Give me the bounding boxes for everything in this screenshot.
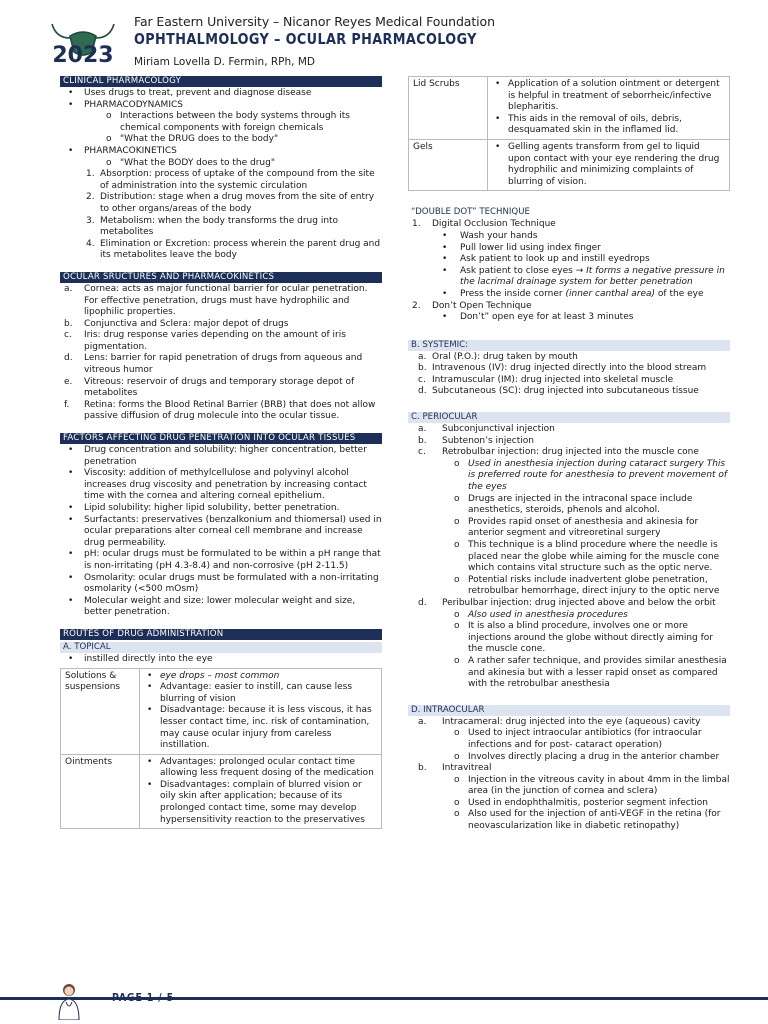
- list-item: o Provides rapid onset of anesthesia and akinesia for anterior segment and vitreoretinal surgery: [454, 516, 699, 539]
- subsection-intraocular: D. INTRAOCULAR: [408, 705, 730, 716]
- table-row: [61, 754, 382, 829]
- list-item: • PHARMACOKINETICS: [68, 145, 177, 156]
- list-item: o Used to inject intraocular antibiotics (for intraocular infections and for post- cataract operation): [454, 728, 702, 750]
- section-clinical-pharmacology: CLINICAL PHARMACOLOGY: [60, 76, 382, 87]
- list-item: • Ask patient to look up and instill eyedrops: [442, 254, 650, 265]
- list-item: d. Peribulbar injection: drug injected above and below the orbit: [418, 597, 716, 608]
- list-item: e. Vitreous: reservoir of drugs and temporary storage depot of metabolites: [64, 376, 355, 399]
- list-item: 3. Metabolism: when the body transforms the drug into metabolites: [86, 215, 339, 238]
- list-item: o Injection in the vitreous cavity in about 4mm in the limbal area (in the junction of cornea and sclera): [454, 774, 730, 797]
- list-item: • Osmolarity: ocular drugs must be formulated with a non-irritating osmolarity (<500 mOsm): [68, 572, 379, 595]
- list-item: o A rather safer technique, and provides similar anesthesia and akinesia but with a lesser rapid onset as compared with the retrobulbar anesthesia: [454, 655, 727, 690]
- logo-year: 2023: [52, 43, 114, 68]
- topical-table-2: [408, 76, 730, 191]
- list-item: 2. Don’t Open Technique: [412, 300, 532, 311]
- list-item: • Ask patient to close eyes → It forms a negative pressure in the lacrimal drainage system for better penetration: [442, 265, 725, 288]
- table-cell: Solutions & suspensions: [61, 668, 140, 754]
- list-item: o Interactions between the body systems through its chemical components with foreign chemicals: [106, 111, 350, 133]
- table-cell: • Advantages: prolonged ocular contact time allowing less frequent dosing of the medication • Disadvantages: complain of blurred vision or oily skin after application; because of its prolonged contact time, some may develop hypersensitivity reaction to the preservatives: [140, 754, 382, 829]
- section-routes: ROUTES OF DRUG ADMINISTRATION: [60, 629, 382, 640]
- list-item: • Press the inside corner (inner canthal area) of the eye: [442, 288, 704, 299]
- list-item: 1. Absorption: process of uptake of the compound from the site of administration into the systemic circulation: [86, 169, 375, 191]
- list-item: b. Intravenous (IV): drug injected directly into the blood stream: [418, 363, 707, 374]
- list-item: c. Iris: drug response varies depending on the amount of iris pigmentation.: [64, 330, 346, 352]
- list-item: • instilled directly into the eye: [68, 653, 213, 664]
- table-cell: • Application of a solution ointment or detergent is helpful in treatment of seborrheic/infective blepharitis. • This aids in the removal of oils, debris, desquamated skin in the inflamed lid.: [488, 77, 730, 140]
- list-item: o Also used for the injection of anti-VEGF in the retina (for neovascularization like in diabetic retinopathy): [454, 809, 721, 832]
- list-item: o "What the BODY does to the drug": [106, 157, 275, 168]
- list-item: o Drugs are injected in the intraconal space include anesthetics, steroids, phenols and alcohol.: [454, 493, 693, 516]
- list-item: o This technique is a blind procedure where the needle is placed near the globe while aiming for the muscle cone which contains vital structure such as the optic nerve.: [454, 540, 720, 574]
- table-cell: Ointments: [61, 754, 140, 829]
- topical-table-1: [60, 668, 382, 830]
- list-item: o It is also a blind procedure, involves one or more injections around the globe without directly aiming for the muscle cone.: [454, 621, 713, 655]
- list-item: o Potential risks include inadvertent globe penetration, retrobulbar hemorrhage, direct injury to the optic nerve: [454, 574, 720, 597]
- yearbook-logo: [46, 18, 120, 68]
- university-name: Far Eastern University – Nicanor Reyes Medical Foundation: [134, 14, 495, 29]
- section-ocular-structures: OCULAR SRUCTURES AND PHARMACOKINETICS: [60, 272, 382, 283]
- list-item: d. Subcutaneous (SC): drug injected into subcutaneous tissue: [418, 386, 699, 397]
- list-item: c. Retrobulbar injection: drug injected into the muscle cone: [418, 447, 699, 458]
- list-item: • Uses drugs to treat, prevent and diagnose disease: [68, 88, 312, 98]
- list-item: • Molecular weight and size: lower molecular weight and size, better penetration.: [68, 595, 356, 618]
- list-item: b. Subtenon’s injection: [418, 435, 534, 446]
- subsection-topical: A. TOPICAL: [60, 642, 382, 653]
- list-item: a. Intracameral: drug injected into the eye (aqueous) cavity: [418, 716, 701, 727]
- list-item: o Used in anesthesia injection during cataract surgery This is preferred route for anesthesia to prevent movement of the eyes: [454, 458, 728, 493]
- list-item: 2. Distribution: stage when a drug moves from the site of entry to other organs/areas of the body: [86, 192, 375, 214]
- list-item: o Used in endophthalmitis, posterior segment infection: [454, 797, 708, 808]
- list-item: d. Lens: barrier for rapid penetration of drugs from aqueous and vitreous humor: [64, 353, 363, 376]
- list-item: • pH: ocular drugs must be formulated to be within a pH range that is non-irritating (pH 4.3-8.4) and non-corrosive (pH 2-11.5): [68, 549, 381, 571]
- list-item: • Don’t” open eye for at least 3 minutes: [442, 312, 634, 323]
- table-cell: Gels: [409, 139, 488, 190]
- table-row: [409, 139, 730, 190]
- section-factors: FACTORS AFFECTING DRUG PENETRATION INTO OCULAR TISSUES: [60, 433, 382, 444]
- list-item: • PHARMACODYNAMICS: [68, 99, 183, 110]
- list-item: o Involves directly placing a drug in the anterior chamber: [454, 751, 720, 762]
- list-item: a. Oral (P.O.): drug taken by mouth: [418, 351, 578, 362]
- left-column: [60, 76, 382, 829]
- subsection-systemic: B. SYSTEMIC:: [408, 340, 730, 351]
- subsection-double-dot: “DOUBLE DOT” TECHNIQUE: [411, 207, 530, 218]
- list-item: 4. Elimination or Excretion: process wherein the parent drug and its metabolites leave the body: [86, 238, 381, 261]
- list-item: b. Intravitreal: [418, 763, 492, 774]
- author-name: Miriam Lovella D. Fermin, RPh, MD: [134, 56, 315, 68]
- list-item: 1. Digital Occlusion Technique: [412, 219, 556, 230]
- list-item: o "What the DRUG does to the body": [106, 134, 279, 145]
- table-row: [61, 668, 382, 754]
- subsection-periocular: C. PERIOCULAR: [408, 412, 730, 423]
- list-item: f. Retina: forms the Blood Retinal Barrier (BRB) that does not allow passive diffusion of drug molecule into the ocular tissue.: [64, 399, 376, 422]
- list-item: • Pull lower lid using index finger: [442, 242, 601, 253]
- table-cell: • Gelling agents transform from gel to liquid upon contact with your eye rendering the drug hydrophilic and minimizing complaints of blurring of vision.: [488, 139, 730, 190]
- table-cell: • eye drops – most common • Advantage: easier to instill, can cause less blurring of vision • Disadvantage: because it is less viscous, it has lesser contact time, inc. risk of contamination, may cause ocular injury from careless instillation.: [140, 668, 382, 754]
- list-item: • Viscosity: addition of methylcellulose and polyvinyl alcohol increases drug viscosity and penetration by increasing contact time with the cornea and altering corneal epithelium.: [68, 468, 367, 502]
- page-number: PAGE 1 / 5: [112, 991, 174, 1004]
- list-item: a. Cornea: acts as major functional barrier for ocular penetration. For effective penetration, drugs must have hydrophilic and lipophilic properties.: [64, 283, 368, 318]
- list-item: • Drug concentration and solubility: higher concentration, better penetration: [68, 445, 367, 467]
- list-item: b. Conjunctiva and Sclera: major depot of drugs: [64, 318, 289, 329]
- list-item: a. Subconjunctival injection: [418, 424, 555, 435]
- table-row: [409, 77, 730, 140]
- table-cell: Lid Scrubs: [409, 77, 488, 140]
- right-column: [408, 76, 730, 833]
- page-title: OPHTHALMOLOGY – OCULAR PHARMACOLOGY: [134, 30, 477, 48]
- list-item: • Wash your hands: [442, 230, 538, 241]
- list-item: o Also used in anesthesia procedures: [454, 609, 628, 620]
- list-item: • Surfactants: preservatives (benzalkonium and thiomersal) used in ocular preparations alter corneal cell membrane and increase drug permeability.: [68, 514, 382, 548]
- list-item: • Lipid solubility: higher lipid solubility, better penetration.: [68, 503, 340, 513]
- list-item: c. Intramuscular (IM): drug injected into skeletal muscle: [418, 374, 674, 385]
- doctor-figure-icon: [54, 980, 84, 1020]
